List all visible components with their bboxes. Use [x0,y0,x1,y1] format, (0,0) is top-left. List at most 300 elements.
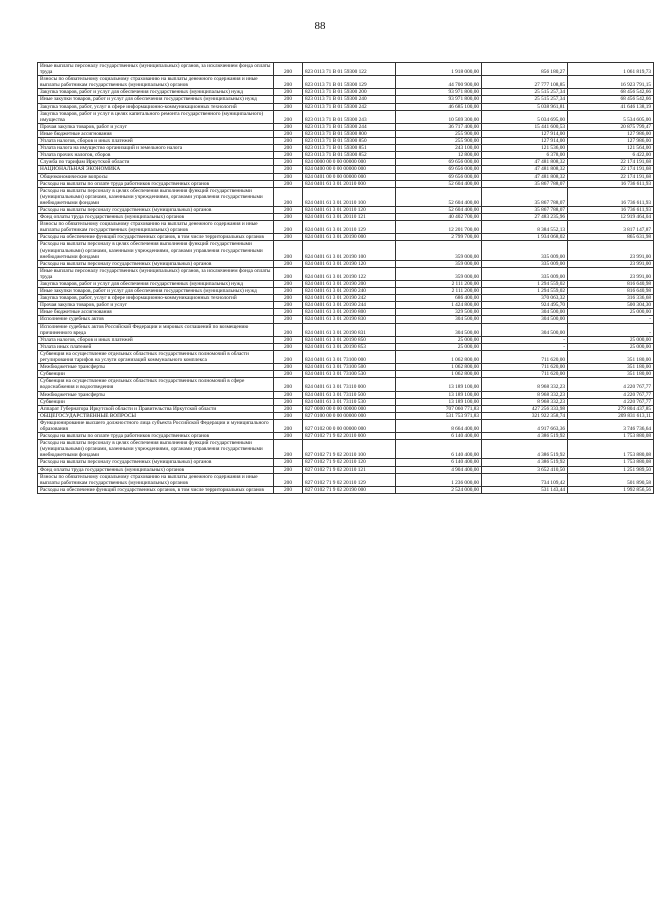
executed-amount-cell: 321 922 358,74 [482,412,568,419]
expense-name-cell: Взносы по обязательному социальному страхованию на выплаты денежного содержания и иные выплаты работникам государственных (муниципальных) органов [38,76,274,89]
remaining-amount-cell: 25 000,00 [568,343,654,350]
executed-amount-cell: 856 180,27 [482,63,568,76]
approved-amount-cell: 304 500,00 [396,316,482,323]
expense-name-cell: Уплата налогов, сборов и иных платежей [38,138,274,145]
approved-amount-cell: 359 000,00 [396,267,482,280]
line-code-cell: 200 [274,187,303,206]
expense-name-cell: Уплата прочих налогов, сборов [38,152,274,159]
table-row [38,466,654,473]
approved-amount-cell: 1 424 800,00 [396,302,482,309]
executed-amount-cell: 6 378,00 [482,152,568,159]
table-row [38,76,654,89]
table-row [38,288,654,295]
line-code-cell: 200 [274,350,303,363]
approved-amount-cell: 1 236 000,00 [396,473,482,486]
table-row [38,343,654,350]
budget-class-code-cell: 824 0401 61 3 01 20190 100 [303,241,396,260]
budget-class-code-cell: 824 0401 61 3 01 20110 000 [303,180,396,187]
table-row [38,123,654,130]
executed-amount-cell: 924 495,70 [482,302,568,309]
executed-amount-cell: 304 500,00 [482,323,568,336]
remaining-amount-cell: 22 174 191,68 [568,159,654,166]
remaining-amount-cell: 351 180,00 [568,371,654,378]
expense-name-cell: Иные бюджетные ассигнования [38,130,274,137]
expense-name-cell: Уплата иных платежей [38,343,274,350]
table-row [38,103,654,110]
approved-amount-cell: 69 656 000,00 [396,159,482,166]
approved-amount-cell: 93 971 800,00 [396,96,482,103]
approved-amount-cell: 531 753 971,83 [396,412,482,419]
expense-name-cell: НАЦИОНАЛЬНАЯ ЭКОНОМИКА [38,166,274,173]
line-code-cell: 200 [274,440,303,459]
table-row [38,138,654,145]
expense-name-cell: Иные выплаты персоналу государственных (муниципальных) органов, за исключением фонда оплаты труда [38,63,274,76]
budget-class-code-cell: 827 0102 71 9 02 20110 121 [303,466,396,473]
table-row [38,419,654,432]
table-row [38,110,654,123]
table-row [38,63,654,76]
line-code-cell: 200 [274,166,303,173]
expense-name-cell: ОБЩЕГОСУДАРСТВЕННЫЕ ВОПРОСЫ [38,412,274,419]
table-row [38,260,654,267]
budget-class-code-cell: 823 0113 71 В 01 59300 851 [303,145,396,152]
table-row [38,187,654,206]
approved-amount-cell: 8 664 400,00 [396,419,482,432]
executed-amount-cell: 8 968 332,23 [482,391,568,398]
approved-amount-cell: 359 000,00 [396,241,482,260]
expense-name-cell: Расходы на выплаты персоналу в целях обеспечения выполнения функций государственными (муниципальными) органами, казенными учреждениями, органами управления государственными внебюджетными фондами [38,187,274,206]
expense-name-cell: Расходы на выплаты по оплате труда работников государственных органов [38,180,274,187]
line-code-cell: 200 [274,138,303,145]
line-code-cell: 200 [274,260,303,267]
table-row [38,130,654,137]
table-row [38,295,654,302]
executed-amount-cell: 4 386 519,92 [482,459,568,466]
remaining-amount-cell: 41 646 138,19 [568,103,654,110]
approved-amount-cell: 255 900,00 [396,138,482,145]
expense-name-cell: Закупка товаров, работ, услуг в сфере информационно-коммуникационных технологий [38,103,274,110]
remaining-amount-cell: 22 174 191,68 [568,166,654,173]
table-row [38,486,654,493]
line-code-cell: 200 [274,221,303,234]
budget-class-code-cell: 824 0401 61 3 01 20190 122 [303,267,396,280]
budget-class-code-cell: 824 0401 61 3 01 20190 244 [303,302,396,309]
executed-amount-cell: 8 968 332,23 [482,378,568,391]
line-code-cell: 200 [274,241,303,260]
table-row [38,323,654,336]
remaining-amount-cell: 68 456 542,66 [568,96,654,103]
approved-amount-cell: 10 569 300,00 [396,110,482,123]
line-code-cell: 200 [274,364,303,371]
line-code-cell: 200 [274,371,303,378]
expense-name-cell: Субвенция на осуществление отдельных областных государственных полномочий в сфере водоснабжения и водоотведения [38,378,274,391]
table-row [38,412,654,419]
line-code-cell: 200 [274,378,303,391]
budget-class-code-cell: 824 0401 61 3 01 20190 200 [303,281,396,288]
expense-name-cell: Служба по тарифам Иркутской области [38,159,274,166]
remaining-amount-cell: 816 640,98 [568,288,654,295]
expense-name-cell: Межбюджетные трансферты [38,391,274,398]
executed-amount-cell: 1 294 559,02 [482,288,568,295]
remaining-amount-cell: 16 736 611,93 [568,180,654,187]
table-row [38,180,654,187]
approved-amount-cell: 52 604 400,00 [396,187,482,206]
remaining-amount-cell: 23 991,00 [568,260,654,267]
expense-name-cell: Исполнение судебных актов [38,316,274,323]
table-row [38,206,654,213]
line-code-cell: 200 [274,130,303,137]
expense-name-cell: Прочая закупка товаров, работ и услуг [38,123,274,130]
executed-amount-cell: 35 867 788,07 [482,187,568,206]
expense-name-cell: Закупка товаров, работ и услуг для обеспечения государственных (муниципальных) нужд [38,89,274,96]
line-code-cell: 200 [274,391,303,398]
table-row [38,267,654,280]
expense-name-cell: Закупка товаров, работ, услуг в сфере информационно-коммуникационных технологий [38,295,274,302]
expense-name-cell: Иные выплаты персоналу государственных (муниципальных) органов, за исключением фонда оплаты труда [38,267,274,280]
budget-class-code-cell: 824 0401 61 3 01 20190 800 [303,309,396,316]
expense-name-cell: Функционирование высшего должностного лица субъекта Российской Федерации и муниципального образования [38,419,274,432]
remaining-amount-cell: - [568,323,654,336]
approved-amount-cell: 2 524 000,00 [396,486,482,493]
table-row [38,302,654,309]
table-row [38,241,654,260]
line-code-cell: 200 [274,281,303,288]
remaining-amount-cell: 12 919 464,04 [568,214,654,221]
approved-amount-cell: 329 500,00 [396,309,482,316]
expense-name-cell: Аппарат Губернатора Иркутской области и Правительства Иркутской области [38,405,274,412]
remaining-amount-cell: 4 220 767,77 [568,378,654,391]
remaining-amount-cell: 816 640,98 [568,281,654,288]
executed-amount-cell: 47 481 808,32 [482,159,568,166]
executed-amount-cell: 121 536,00 [482,145,568,152]
approved-amount-cell: 12 201 700,00 [396,221,482,234]
line-code-cell: 200 [274,412,303,419]
line-code-cell: 200 [274,267,303,280]
remaining-amount-cell: 3 817 147,87 [568,221,654,234]
executed-amount-cell: 304 500,00 [482,309,568,316]
executed-amount-cell: - [482,336,568,343]
remaining-amount-cell: 501 890,58 [568,473,654,486]
table-row [38,371,654,378]
table-row [38,459,654,466]
budget-class-code-cell: 824 0401 61 3 01 20190 242 [303,295,396,302]
expense-name-cell: Межбюджетные трансферты [38,364,274,371]
executed-amount-cell: 127 914,00 [482,138,568,145]
remaining-amount-cell: 127 986,00 [568,138,654,145]
remaining-amount-cell: 4 220 767,77 [568,398,654,405]
budget-class-code-cell: 823 0113 71 В 01 59300 242 [303,103,396,110]
expense-name-cell: Общеэкономические вопросы [38,173,274,180]
approved-amount-cell: 2 799 700,00 [396,234,482,241]
expense-name-cell: Субвенции [38,371,274,378]
approved-amount-cell: 243 100,00 [396,145,482,152]
line-code-cell: 200 [274,159,303,166]
approved-amount-cell: 2 111 200,00 [396,288,482,295]
line-code-cell: 200 [274,486,303,493]
expense-name-cell: Иные закупки товаров, работ и услуг для обеспечения государственных (муниципальных) нужд [38,288,274,295]
executed-amount-cell: 25 515 257,34 [482,89,568,96]
remaining-amount-cell: 1 251 989,50 [568,466,654,473]
budget-class-code-cell: 824 0401 61 3 01 73100 530 [303,371,396,378]
approved-amount-cell: 25 000,00 [396,336,482,343]
line-code-cell: 200 [274,316,303,323]
budget-class-code-cell: 824 0401 61 3 01 20190 850 [303,336,396,343]
line-code-cell: 200 [274,206,303,213]
executed-amount-cell: 304 500,00 [482,316,568,323]
approved-amount-cell: 4 904 400,00 [396,466,482,473]
budget-class-code-cell: 824 0401 61 3 01 73110 530 [303,398,396,405]
line-code-cell: 200 [274,103,303,110]
remaining-amount-cell: - [568,316,654,323]
executed-amount-cell: 127 914,00 [482,130,568,137]
page-number: 88 [314,20,326,32]
line-code-cell: 200 [274,323,303,336]
approved-amount-cell: 6 140 400,00 [396,459,482,466]
expense-name-cell: Расходы на обеспечение функций государственных органов, в том числе территориальных органов [38,234,274,241]
line-code-cell: 200 [274,173,303,180]
executed-amount-cell: 27 777 108,85 [482,76,568,89]
expense-name-cell: Расходы на выплаты персоналу в целях обеспечения выполнения функций государственными (муниципальными) органами, казенными учреждениями, органами управления государственными внебюджетными фондами [38,241,274,260]
budget-class-code-cell: 824 0401 61 3 01 20190 240 [303,288,396,295]
executed-amount-cell: 35 867 788,07 [482,180,568,187]
budget-class-code-cell: 824 0401 61 3 01 20190 120 [303,260,396,267]
executed-amount-cell: 531 143,44 [482,486,568,493]
approved-amount-cell: 6 140 400,00 [396,440,482,459]
approved-amount-cell: 69 656 000,00 [396,173,482,180]
budget-class-code-cell: 824 0401 61 3 01 20190 830 [303,316,396,323]
budget-class-code-cell: 824 0401 61 3 01 73100 500 [303,364,396,371]
table-row [38,440,654,459]
expense-name-cell: Субвенция на осуществление отдельных областных государственных полномочий в области регулирования тарифов на услуги организаций коммунального комплекса [38,350,274,363]
remaining-amount-cell: 351 180,00 [568,364,654,371]
executed-amount-cell: 5 038 961,81 [482,103,568,110]
budget-class-code-cell: 827 0102 71 9 02 20110 129 [303,473,396,486]
approved-amount-cell: 359 000,00 [396,260,482,267]
budget-class-code-cell: 824 0401 61 3 01 20110 100 [303,187,396,206]
budget-class-code-cell: 823 0113 71 В 01 59300 122 [303,63,396,76]
table-row [38,89,654,96]
approved-amount-cell: 707 060 771,83 [396,405,482,412]
line-code-cell: 200 [274,76,303,89]
approved-amount-cell: 13 189 100,00 [396,398,482,405]
table-row [38,309,654,316]
remaining-amount-cell: 127 986,00 [568,130,654,137]
executed-amount-cell: 4 917 663,36 [482,419,568,432]
line-code-cell: 200 [274,343,303,350]
budget-class-code-cell: 823 0113 71 В 01 59300 240 [303,96,396,103]
approved-amount-cell: 1 918 000,00 [396,63,482,76]
budget-class-code-cell: 823 0113 71 В 01 59300 244 [303,123,396,130]
approved-amount-cell: 44 700 900,00 [396,76,482,89]
remaining-amount-cell: 16 736 611,93 [568,206,654,213]
executed-amount-cell: 3 652 410,50 [482,466,568,473]
approved-amount-cell: 25 000,00 [396,343,482,350]
line-code-cell: 200 [274,459,303,466]
remaining-amount-cell: 25 000,00 [568,309,654,316]
budget-execution-table [37,62,654,494]
budget-class-code-cell: 827 0102 71 9 02 20110 100 [303,440,396,459]
line-code-cell: 200 [274,336,303,343]
executed-amount-cell: 335 009,00 [482,267,568,280]
line-code-cell: 200 [274,295,303,302]
remaining-amount-cell: 279 804 437,85 [568,405,654,412]
remaining-amount-cell: 6 422,00 [568,152,654,159]
table-row [38,433,654,440]
expense-name-cell: Исполнение судебных актов Российской Федерации и мировых соглашений по возмещению причиненного вреда [38,323,274,336]
approved-amount-cell: 1 062 800,00 [396,371,482,378]
table-row [38,378,654,391]
budget-class-code-cell: 827 0102 71 9 02 20110 120 [303,459,396,466]
budget-class-code-cell: 824 0401 00 0 00 00000 000 [303,173,396,180]
budget-class-code-cell: 827 0102 00 0 00 00000 000 [303,419,396,432]
table-row [38,391,654,398]
approved-amount-cell: 2 111 200,00 [396,281,482,288]
expense-name-cell: Расходы на обеспечение функций государственных органов, в том числе территориальных органов [38,486,274,493]
executed-amount-cell: - [482,343,568,350]
executed-amount-cell: 711 620,00 [482,364,568,371]
executed-amount-cell: 711 620,00 [482,350,568,363]
line-code-cell: 200 [274,309,303,316]
remaining-amount-cell: 1 061 819,73 [568,63,654,76]
executed-amount-cell: 4 386 519,92 [482,440,568,459]
remaining-amount-cell: 351 180,00 [568,350,654,363]
remaining-amount-cell: 209 831 613,11 [568,412,654,419]
expense-name-cell: Прочая закупка товаров, работ и услуг [38,302,274,309]
budget-class-code-cell: 827 0102 71 9 02 20190 000 [303,486,396,493]
remaining-amount-cell: 16 923 791,15 [568,76,654,89]
remaining-amount-cell: 5 534 605,00 [568,110,654,123]
approved-amount-cell: 6 140 400,00 [396,433,482,440]
line-code-cell: 200 [274,180,303,187]
table-row [38,405,654,412]
line-code-cell: 200 [274,466,303,473]
budget-class-code-cell: 824 0000 00 0 00 00000 000 [303,159,396,166]
executed-amount-cell: 8 968 332,23 [482,398,568,405]
expense-name-cell: Расходы на выплаты персоналу государственных (муниципальных) органов [38,206,274,213]
line-code-cell: 200 [274,110,303,123]
expense-name-cell: Расходы на выплаты по оплате труда работников государственных органов [38,433,274,440]
approved-amount-cell: 13 189 100,00 [396,378,482,391]
budget-class-code-cell: 827 0100 00 0 00 00000 000 [303,412,396,419]
approved-amount-cell: 52 604 400,00 [396,206,482,213]
executed-amount-cell: 370 063,32 [482,295,568,302]
approved-amount-cell: 40 402 700,00 [396,214,482,221]
remaining-amount-cell: 3 746 736,64 [568,419,654,432]
budget-class-code-cell: 823 0113 71 В 01 59300 850 [303,138,396,145]
executed-amount-cell: 27 483 235,96 [482,214,568,221]
remaining-amount-cell: 1 753 880,08 [568,433,654,440]
line-code-cell: 200 [274,152,303,159]
budget-class-code-cell: 823 0113 71 В 01 59300 800 [303,130,396,137]
executed-amount-cell: 47 481 808,32 [482,173,568,180]
budget-class-code-cell: 824 0401 61 3 01 20110 121 [303,214,396,221]
expense-name-cell: Взносы по обязательному социальному страхованию на выплаты денежного содержания и иные выплаты работникам государственных (муниципальных) органов [38,221,274,234]
line-code-cell: 200 [274,89,303,96]
remaining-amount-cell: 22 174 191,68 [568,173,654,180]
remaining-amount-cell: 1 753 880,08 [568,440,654,459]
table-row [38,281,654,288]
expense-name-cell: Уплата налогов, сборов и иных платежей [38,336,274,343]
executed-amount-cell: 25 515 257,34 [482,96,568,103]
budget-class-code-cell: 824 0401 61 3 01 20110 120 [303,206,396,213]
remaining-amount-cell: 500 304,30 [568,302,654,309]
approved-amount-cell: 52 604 400,00 [396,180,482,187]
executed-amount-cell: 5 034 695,00 [482,110,568,123]
executed-amount-cell: 335 009,00 [482,241,568,260]
budget-class-code-cell: 824 0401 61 3 01 73100 000 [303,350,396,363]
expense-name-cell: Фонд оплаты труда государственных (муниципальных) органов [38,466,274,473]
expense-name-cell: Иные закупки товаров, работ и услуг для обеспечения государственных (муниципальных) нужд [38,96,274,103]
line-code-cell: 200 [274,63,303,76]
table-row [38,336,654,343]
approved-amount-cell: 36 717 400,00 [396,123,482,130]
table-body [38,63,654,494]
expense-name-cell: Иные бюджетные ассигнования [38,309,274,316]
remaining-amount-cell: 23 991,00 [568,241,654,260]
budget-class-code-cell: 824 0401 61 3 01 73110 500 [303,391,396,398]
executed-amount-cell: 734 109,42 [482,473,568,486]
line-code-cell: 200 [274,473,303,486]
table-row [38,473,654,486]
approved-amount-cell: 12 800,00 [396,152,482,159]
approved-amount-cell: 1 062 800,00 [396,350,482,363]
approved-amount-cell: 255 900,00 [396,130,482,137]
budget-class-code-cell: 824 0401 61 3 01 20190 000 [303,234,396,241]
executed-amount-cell: 35 867 788,07 [482,206,568,213]
budget-class-code-cell: 824 0400 00 0 00 00000 000 [303,166,396,173]
line-code-cell: 200 [274,302,303,309]
budget-class-code-cell: 823 0113 71 В 01 59300 129 [303,76,396,89]
line-code-cell: 200 [274,214,303,221]
expense-name-cell: Субвенции [38,398,274,405]
table-row [38,173,654,180]
remaining-amount-cell: 865 631,98 [568,234,654,241]
approved-amount-cell: 93 971 800,00 [396,89,482,96]
approved-amount-cell: 69 656 000,00 [396,166,482,173]
table-row [38,96,654,103]
remaining-amount-cell: 1 753 880,08 [568,459,654,466]
line-code-cell: 200 [274,398,303,405]
table-row [38,152,654,159]
executed-amount-cell: 711 620,00 [482,371,568,378]
remaining-amount-cell: 68 456 542,66 [568,89,654,96]
executed-amount-cell: 47 481 808,32 [482,166,568,173]
approved-amount-cell: 46 685 100,00 [396,103,482,110]
table-row [38,221,654,234]
budget-class-code-cell: 824 0401 61 3 01 20110 129 [303,221,396,234]
expense-name-cell: Расходы на выплаты персоналу государственных (муниципальных) органов [38,260,274,267]
approved-amount-cell: 1 062 800,00 [396,364,482,371]
expense-name-cell: Расходы на выплаты персоналу государственных (муниципальных) органов [38,459,274,466]
budget-class-code-cell: 823 0113 71 В 01 59300 852 [303,152,396,159]
expense-name-cell: Закупка товаров, работ и услуг для обеспечения государственных (муниципальных) нужд [38,281,274,288]
budget-class-code-cell: 824 0401 61 3 01 20190 853 [303,343,396,350]
table-row [38,166,654,173]
table-row [38,159,654,166]
expense-name-cell: Закупка товаров, работ и услуг в целях капитального ремонта государственного (муниципального) имущества [38,110,274,123]
executed-amount-cell: 1 934 068,02 [482,234,568,241]
line-code-cell: 200 [274,288,303,295]
executed-amount-cell: 1 294 559,02 [482,281,568,288]
remaining-amount-cell: 25 000,00 [568,336,654,343]
expense-name-cell: Фонд оплаты труда государственных (муниципальных) органов [38,214,274,221]
approved-amount-cell: 686 400,00 [396,295,482,302]
table-row [38,398,654,405]
table-row [38,316,654,323]
budget-class-code-cell: 823 0113 71 В 01 59300 243 [303,110,396,123]
budget-class-code-cell: 824 0401 61 3 01 73110 000 [303,378,396,391]
remaining-amount-cell: 20 875 799,47 [568,123,654,130]
